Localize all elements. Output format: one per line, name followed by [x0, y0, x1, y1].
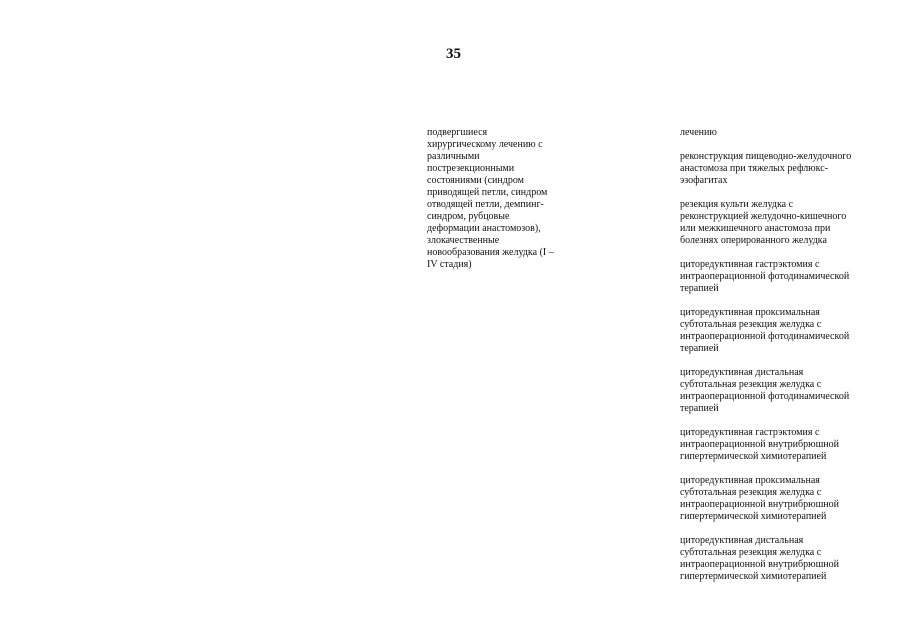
treatment-line: субтотальная резекция желудка с — [680, 379, 822, 390]
treatment-line: лечению — [680, 127, 717, 138]
patient-description-line: отводящей петли, демпинг- — [427, 199, 544, 210]
treatment-line: гипертермической химиотерапией — [680, 571, 827, 582]
treatment-line: или межкишечного анастомоза при — [680, 223, 831, 234]
patient-description-line: злокачественные — [427, 235, 500, 246]
treatment-line: терапией — [680, 343, 719, 354]
treatment-line: циторедуктивная гастрэктомия с — [680, 259, 820, 270]
treatment-item — [680, 199, 880, 247]
patient-description-line: различными — [427, 151, 480, 162]
treatment-line: гипертермической химиотерапией — [680, 451, 827, 462]
treatment-item — [680, 259, 880, 295]
treatment-item — [680, 475, 880, 523]
treatment-item — [680, 307, 880, 355]
treatment-line: циторедуктивная проксимальная — [680, 307, 820, 318]
treatment-line: реконструкцией желудочно-кишечного — [680, 211, 847, 222]
treatment-line: интраоперационной внутрибрюшной — [680, 499, 839, 510]
treatment-item — [680, 535, 880, 583]
treatment-item — [680, 151, 880, 187]
treatment-line: интраоперационной внутрибрюшной — [680, 439, 839, 450]
patient-description-line: синдром, рубцовые — [427, 211, 510, 222]
patient-description-line: хирургическому лечению с — [427, 139, 543, 150]
patient-description — [427, 127, 577, 271]
patient-description-line: деформации анастомозов), — [427, 223, 541, 234]
treatment-line: интраоперационной внутрибрюшной — [680, 559, 839, 570]
treatment-line: циторедуктивная дистальная — [680, 367, 804, 378]
patient-description-line: IV стадия) — [427, 259, 472, 270]
treatment-line: реконструкция пищеводно-желудочного — [680, 151, 852, 162]
patient-description-line: подвергшиеся — [427, 127, 488, 138]
treatment-list — [680, 127, 880, 583]
patient-description-line: новообразования желудка (I – — [427, 247, 554, 258]
treatment-line: резекция культи желудка с — [680, 199, 794, 210]
treatment-line: анастомоза при тяжелых рефлюкс- — [680, 163, 829, 174]
treatment-line: гипертермической химиотерапией — [680, 511, 827, 522]
page-number: 35 — [446, 46, 461, 62]
treatment-line: терапией — [680, 283, 719, 294]
patient-description-line: приводящей петли, синдром — [427, 187, 548, 198]
patient-description-line: состояниями (синдром — [427, 175, 524, 186]
treatment-line: интраоперационной фотодинамической — [680, 271, 850, 282]
treatment-line: циторедуктивная проксимальная — [680, 475, 820, 486]
treatment-line: интраоперационной фотодинамической — [680, 331, 850, 342]
patient-description-line: пострезекционными — [427, 163, 515, 174]
treatment-line: циторедуктивная гастрэктомия с — [680, 427, 820, 438]
treatment-item — [680, 427, 880, 463]
treatment-line: интраоперационной фотодинамической — [680, 391, 850, 402]
treatment-item — [680, 367, 880, 415]
treatment-line: субтотальная резекция желудка с — [680, 547, 822, 558]
treatment-line: болезнях оперированного желудка — [680, 235, 827, 246]
treatment-line: субтотальная резекция желудка с — [680, 319, 822, 330]
treatment-line: циторедуктивная дистальная — [680, 535, 804, 546]
treatment-line: эзофагитах — [680, 175, 728, 186]
treatment-line: терапией — [680, 403, 719, 414]
treatment-line: субтотальная резекция желудка с — [680, 487, 822, 498]
treatment-item — [680, 127, 880, 139]
